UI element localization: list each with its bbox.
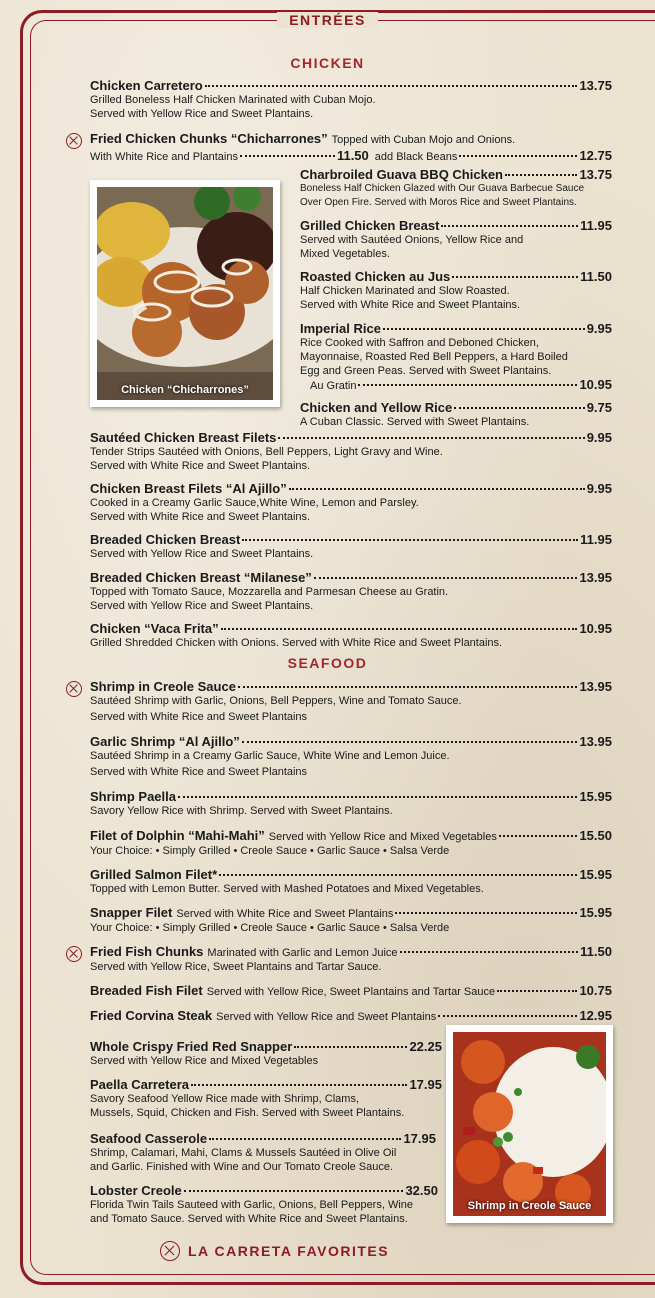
leader-dots [242,539,578,541]
chicken-section-title: CHICKEN [290,55,365,71]
item-name: Fried Fish Chunks [90,944,204,959]
item-name: Filet of Dolphin “Mahi-Mahi” [90,828,265,843]
item-desc: Served with White Rice and Sweet Plantains [90,766,308,778]
item-price: 13.95 [579,679,612,694]
item-desc: Over Open Fire. Served with Moros Rice and Sweet Plantains. [300,197,577,208]
photo-caption: Chicken “Chicharrones” [121,384,249,396]
leader-dots [459,155,577,157]
item-desc: Mayonnaise, Roasted Red Bell Peppers, a Hard Boiled [300,351,568,363]
leader-dots [499,835,578,837]
leader-dots [209,1138,401,1140]
item-name: Chicken Carretero [90,78,203,93]
item-desc: and Tomato Sauce. Served with White Rice and Sweet Plantains. [90,1213,408,1225]
item-price: 15.95 [579,867,612,882]
menu-item-seafood-casserole [90,1132,436,1174]
wagon-wheel-icon [160,1241,180,1261]
item-desc: and Garlic. Finished with Wine and Our Tomato Creole Sauce. [90,1161,394,1173]
item-name: Paella Carretera [90,1077,190,1092]
item-inline-desc: Served with White Rice and Sweet Plantains [176,908,394,920]
item-price: 13.75 [579,167,612,182]
item-price: 32.50 [405,1183,438,1198]
leader-dots [383,328,585,330]
leader-dots [184,1190,404,1192]
item-desc: Served with White Rice and Sweet Plantains. [90,511,311,523]
item-name: Fried Chicken Chunks “Chicharrones” [90,131,328,146]
leader-dots [400,951,579,953]
item-name: Shrimp in Creole Sauce [90,679,236,694]
item-name: Breaded Chicken Breast [90,532,241,547]
item-name: Seafood Casserole [90,1131,208,1146]
menu-item-sauteed-chicken-filets [90,431,612,473]
leader-dots [314,577,578,579]
item-inline-desc: Served with Yellow Rice, Sweet Plantains and Tartar Sauce [206,986,496,998]
item-desc: With White Rice and Plantains [90,151,238,163]
item-inline-desc: Topped with Cuban Mojo and Onions. [331,134,516,146]
favorites-label: LA CARRETA FAVORITES [188,1243,390,1259]
menu-item-grilled-chicken-breast [300,219,612,261]
addon-label: add Black Beans [374,151,458,163]
item-price: 15.95 [579,789,612,804]
item-price: 22.25 [409,1039,442,1054]
item-desc: Tender Strips Sautéed with Onions, Bell Peppers, Light Gravy and Wine. [90,446,443,458]
entrees-title: ENTRÉES [277,12,378,28]
shrimp-creole-image [453,1032,606,1216]
menu-item-shrimp-creole [90,680,612,724]
item-desc: Egg and Green Peas. Served with Sweet Plantains. [300,365,552,377]
item-name: Grilled Salmon Filet* [90,867,218,882]
seafood-section-title: SEAFOOD [287,655,368,671]
item-name: Garlic Shrimp “Al Ajillo” [90,734,240,749]
item-inline-desc: Served with Yellow Rice and Sweet Plantains [216,1011,437,1023]
entrees-header [0,12,655,30]
item-name: Chicken Breast Filets “Al Ajillo” [90,481,287,496]
item-price: 9.95 [586,430,612,445]
menu-item-imperial-rice [300,322,612,393]
menu-item-roasted-chicken [300,270,612,312]
item-inline-desc: Served with Yellow Rice and Mixed Vegetables [268,831,497,843]
item-price: 11.95 [580,532,612,547]
item-desc: Your Choice: • Simply Grilled • Creole Sauce • Garlic Sauce • Salsa Verde [90,845,450,857]
item-price: 9.95 [586,481,612,496]
leader-dots [278,437,584,439]
item-desc: Served with Yellow Rice and Sweet Plantains. [90,600,314,612]
menu-item-whole-red-snapper [90,1040,442,1068]
item-price: 12.95 [579,1008,612,1023]
leader-dots [178,796,577,798]
menu-item-fried-corvina [90,1009,612,1024]
item-name: Sautéed Chicken Breast Filets [90,430,277,445]
item-desc: Boneless Half Chicken Glazed with Our Guava Barbecue Sauce [300,183,585,194]
item-desc: Mixed Vegetables. [300,248,390,260]
item-desc: Grilled Shredded Chicken with Onions. Served with White Rice and Sweet Plantains. [90,637,503,649]
chicken-chicharrones-photo [90,180,280,407]
item-name: Charbroiled Guava BBQ Chicken [300,167,503,182]
item-name: Snapper Filet [90,905,173,920]
menu-item-chicken-yellow-rice [300,401,612,429]
leader-dots [219,874,577,876]
item-price: 9.95 [586,321,612,336]
item-name: Grilled Chicken Breast [300,218,440,233]
item-desc: Half Chicken Marinated and Slow Roasted. [300,285,510,297]
item-price: 15.95 [579,905,612,920]
item-price: 11.95 [580,218,612,233]
leader-dots [497,990,577,992]
item-price: 17.95 [403,1131,436,1146]
favorite-wheel-icon [66,946,82,962]
item-price: 13.95 [579,734,612,749]
item-name: Whole Crispy Fried Red Snapper [90,1039,293,1054]
menu-item-guava-bbq-chicken [300,168,612,210]
menu-item-breaded-chicken-breast [90,533,612,561]
item-desc: Grilled Boneless Half Chicken Marinated with Cuban Mojo. [90,94,376,106]
leader-dots [438,1015,577,1017]
item-desc: Served with White Rice and Sweet Plantains. [300,299,521,311]
menu-item-mahi-mahi [90,829,612,858]
item-price: 15.50 [579,828,612,843]
item-desc: Florida Twin Tails Sauteed with Garlic, Onions, Bell Peppers, Wine [90,1199,414,1211]
menu-item-grilled-salmon [90,868,612,896]
item-desc: Topped with Lemon Butter. Served with Mashed Potatoes and Mixed Vegetables. [90,883,484,895]
gratin-label: Au Gratin [310,380,357,392]
leader-dots [240,155,335,157]
item-desc: Cooked in a Creamy Garlic Sauce,White Wine, Lemon and Parsley. [90,497,419,509]
item-desc: Rice Cooked with Saffron and Deboned Chicken, [300,337,539,349]
leader-dots [289,488,585,490]
shrimp-creole-photo [446,1025,613,1223]
fried-chicken-image [97,187,273,400]
menu-item-snapper-filet [90,906,612,935]
item-desc: Served with Yellow Rice and Mixed Vegetables [90,1055,319,1067]
item-name: Breaded Fish Filet [90,983,203,998]
menu-item-breaded-fish-filet [90,984,612,999]
item-price: 11.50 [580,944,612,959]
item-price: 11.50 [336,148,369,163]
item-desc: Mussels, Squid, Chicken and Fish. Served with Sweet Plantains. [90,1107,405,1119]
item-price: 10.75 [579,983,612,998]
item-name: Fried Corvina Steak [90,1008,213,1023]
item-desc: A Cuban Classic. Served with Sweet Plantains. [300,416,530,428]
item-desc: Sautéed Shrimp with Garlic, Onions, Bell Peppers, Wine and Tomato Sauce. [90,695,462,707]
leader-dots [294,1046,407,1048]
menu-item-chicken-milanese [90,571,612,613]
item-name: Chicken and Yellow Rice [300,400,453,415]
leader-dots [441,225,578,227]
item-desc: Your Choice: • Simply Grilled • Creole Sauce • Garlic Sauce • Salsa Verde [90,922,450,934]
item-desc: Served with White Rice and Sweet Plantains [90,711,308,723]
leader-dots [238,686,578,688]
item-desc: Served with Sautéed Onions, Yellow Rice and [300,234,524,246]
item-price: 9.75 [586,400,612,415]
menu-item-fried-fish-chunks [90,945,612,974]
favorite-wheel-icon [66,681,82,697]
item-price: 10.95 [579,621,612,636]
item-desc: Served with Yellow Rice and Sweet Plantains. [90,108,314,120]
leader-dots [395,912,577,914]
addon-price: 12.75 [579,148,612,163]
menu-item-chicken-carretero [90,79,612,121]
favorite-wheel-icon [66,133,82,149]
leader-dots [242,741,578,743]
menu-item-garlic-shrimp [90,735,612,779]
leader-dots [221,628,578,630]
gratin-price: 10.95 [579,377,612,392]
item-name: Imperial Rice [300,321,381,336]
item-desc: Shrimp, Calamari, Mahi, Clams & Mussels Sautéed in Olive Oil [90,1147,397,1159]
leader-dots [505,174,577,176]
item-desc: Savory Seafood Yellow Rice made with Shrimp, Clams, [90,1093,360,1105]
item-desc: Served with Yellow Rice, Sweet Plantains and Tartar Sauce. [90,961,382,973]
leader-dots [452,276,578,278]
la-carreta-favorites-legend [160,1241,389,1261]
menu-item-lobster-creole [90,1184,438,1226]
leader-dots [191,1084,407,1086]
item-name: Breaded Chicken Breast “Milanese” [90,570,312,585]
item-price: 13.75 [579,78,612,93]
menu-item-chicken-vaca-frita [90,622,612,650]
item-desc: Served with Yellow Rice and Sweet Plantains. [90,548,314,560]
item-price: 13.95 [579,570,612,585]
item-desc: Sautéed Shrimp in a Creamy Garlic Sauce, White Wine and Lemon Juice. [90,750,450,762]
leader-dots [205,85,578,87]
item-desc: Topped with Tomato Sauce, Mozzarella and Parmesan Cheese au Gratin. [90,586,449,598]
item-price: 11.50 [580,269,612,284]
item-name: Chicken “Vaca Frita” [90,621,219,636]
menu-item-chicken-chicharrones [90,132,612,164]
item-desc: Served with White Rice and Sweet Plantains. [90,460,311,472]
menu-item-paella-carretera [90,1078,442,1120]
leader-dots [358,384,577,386]
menu-item-chicken-al-ajillo [90,482,612,524]
item-inline-desc: Marinated with Garlic and Lemon Juice [207,947,398,959]
item-name: Lobster Creole [90,1183,182,1198]
menu-item-shrimp-paella [90,790,612,818]
item-name: Roasted Chicken au Jus [300,269,451,284]
item-name: Shrimp Paella [90,789,176,804]
photo-caption: Shrimp in Creole Sauce [467,1200,592,1212]
leader-dots [454,407,584,409]
item-price: 17.95 [409,1077,442,1092]
item-desc: Savory Yellow Rice with Shrimp. Served with Sweet Plantains. [90,805,393,817]
